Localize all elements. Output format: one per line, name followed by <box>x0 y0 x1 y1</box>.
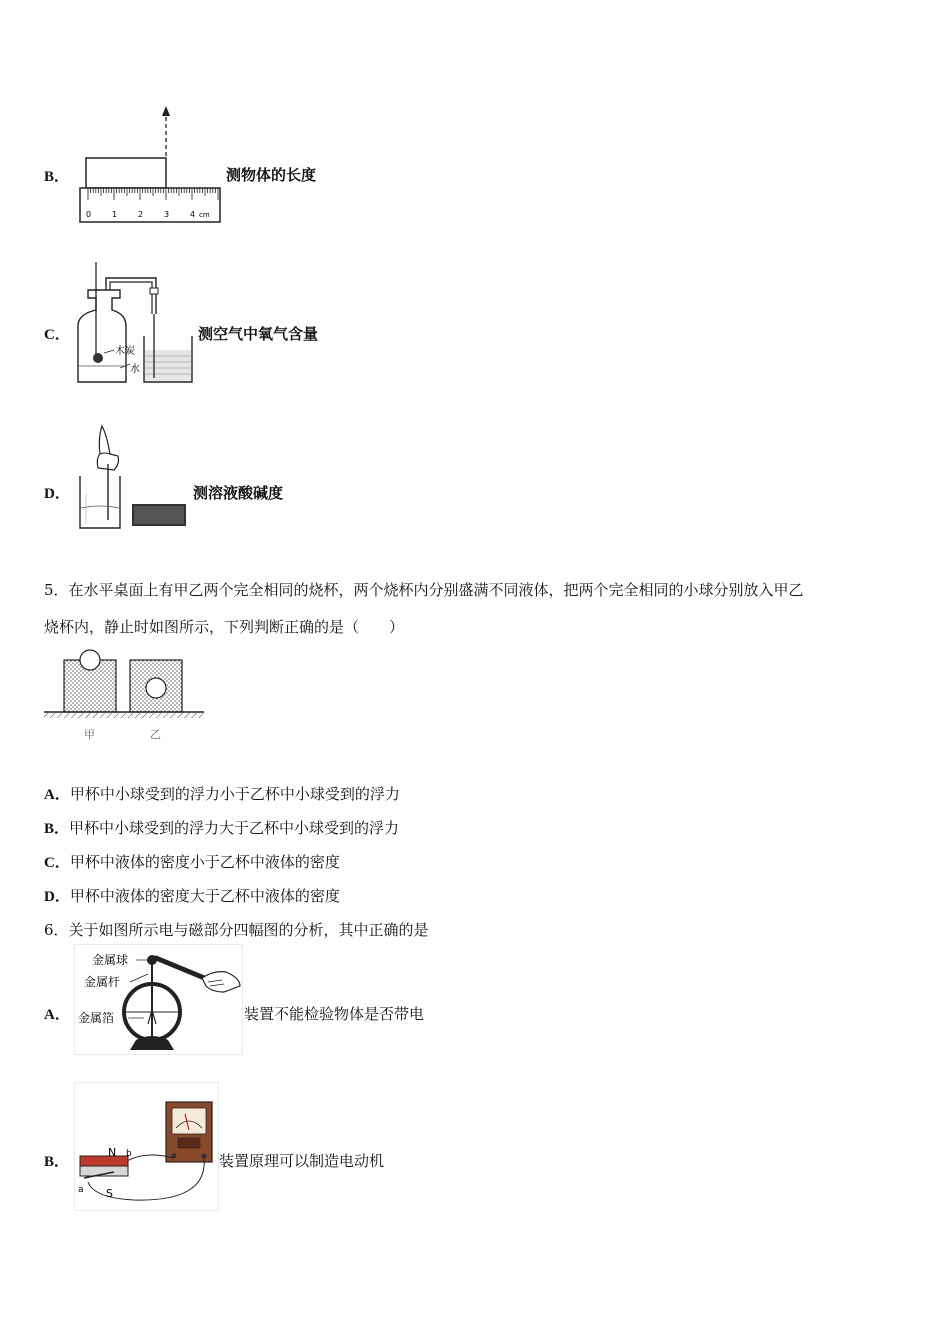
ph-test-diagram <box>74 424 192 534</box>
q5-stem-line-1: 5．在水平桌面上有甲乙两个完全相同的烧杯，两个烧杯内分别盛满不同液体，把两个完全相同的小球分别放入甲乙 <box>44 581 804 599</box>
ruler-diagram <box>76 100 226 230</box>
beakers-diagram <box>44 646 206 746</box>
ruler-tick-1: 1 <box>112 210 118 219</box>
q5-option-c: C．甲杯中液体的密度小于乙杯中液体的密度 <box>44 853 340 871</box>
oxygen-apparatus-diagram <box>74 258 198 390</box>
q6-option-a-caption: 装置不能检验物体是否带电 <box>244 1005 425 1023</box>
q6-option-b-letter: B． <box>44 1154 70 1170</box>
wire-label-b: b <box>126 1149 132 1159</box>
option-b-letter: B． <box>44 169 70 185</box>
magnet-label-n: N <box>108 1146 117 1159</box>
label-charcoal: 木炭 <box>115 346 135 357</box>
option-c-caption: 测空气中氧气含量 <box>198 325 319 343</box>
ruler-unit: cm <box>199 211 210 219</box>
wire-label-a: a <box>78 1185 84 1195</box>
label-water: 水 <box>130 364 140 375</box>
option-c-letter: C． <box>44 327 70 343</box>
q5-option-b: B．甲杯中小球受到的浮力大于乙杯中小球受到的浮力 <box>44 819 400 837</box>
label-metal-foil: 金属箔 <box>78 1011 115 1025</box>
q5-option-d: D．甲杯中液体的密度大于乙杯中液体的密度 <box>44 887 340 905</box>
q5-option-a: A．甲杯中小球受到的浮力小于乙杯中小球受到的浮力 <box>44 785 400 803</box>
option-b-caption: 测物体的长度 <box>226 166 317 184</box>
electroscope-diagram <box>74 944 244 1056</box>
beaker-label-yi: 乙 <box>150 728 161 741</box>
beaker-label-jia: 甲 <box>84 728 95 741</box>
q6-option-a-letter: A． <box>44 1007 70 1023</box>
option-d-caption: 测溶液酸碱度 <box>193 484 284 502</box>
label-metal-ball: 金属球 <box>92 953 129 967</box>
ruler-tick-4: 4 <box>190 210 196 219</box>
ruler-tick-2: 2 <box>138 210 144 219</box>
option-d-letter: D． <box>44 486 70 502</box>
q6-stem: 6．关于如图所示电与磁部分四幅图的分析，其中正确的是 <box>44 921 429 939</box>
ruler-tick-3: 3 <box>164 210 170 219</box>
magnet-meter-diagram <box>74 1082 220 1212</box>
label-metal-rod: 金属杆 <box>84 975 121 989</box>
ruler-tick-0: 0 <box>86 210 92 219</box>
q5-stem-line-2: 烧杯内，静止时如图所示，下列判断正确的是（ ） <box>44 618 405 636</box>
magnet-label-s: S <box>106 1187 113 1200</box>
q6-option-b-caption: 装置原理可以制造电动机 <box>219 1152 385 1170</box>
